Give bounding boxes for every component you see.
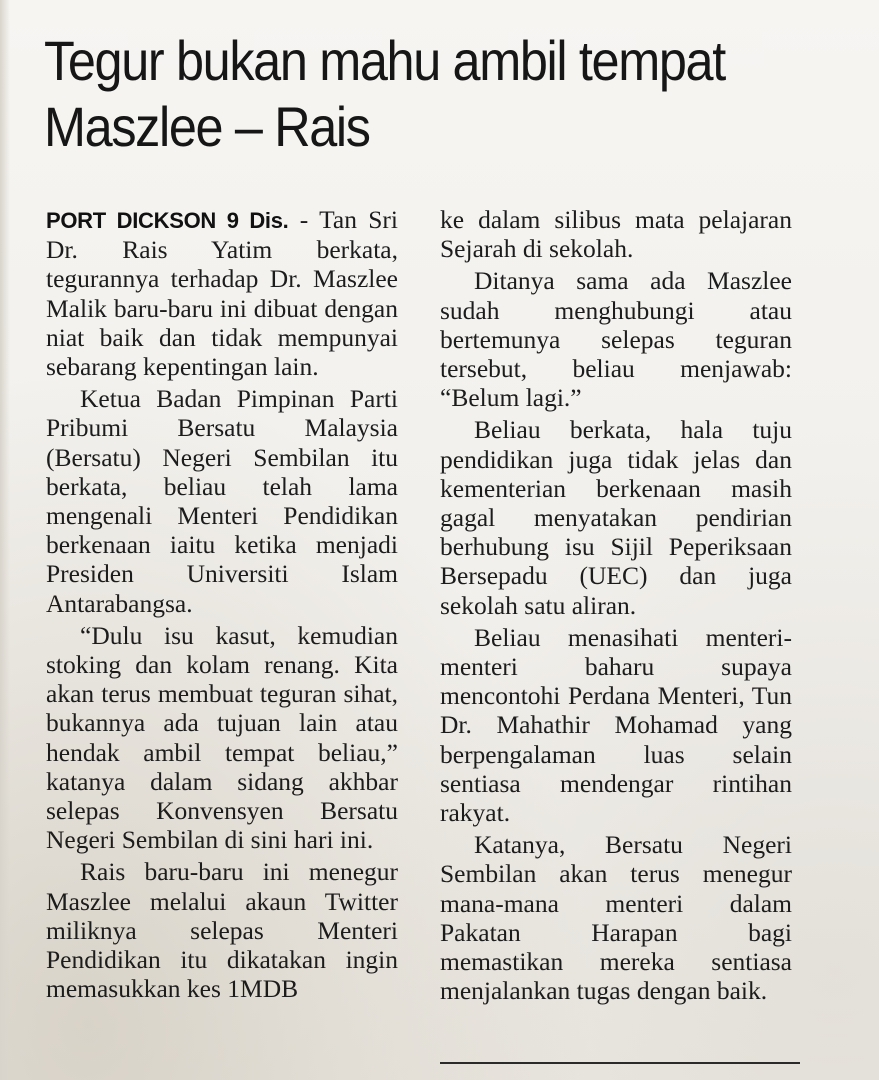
- article-paragraph: Ketua Badan Pimpinan Parti Pribumi Bersatu Malaysia (Bersatu) Negeri Sembilan itu berkata, beliau telah lama mengenali Menteri Pendidikan berkenaan iaitu ketika menjadi Presiden Universiti Islam Antarabangsa.: [46, 384, 398, 618]
- article-paragraph: Beliau berkata, hala tuju pendidikan juga tidak jelas dan kementerian berkenaan masih gagal menyatakan pendirian berhubung isu Sijil Peperiksaan Bersepadu (UEC) dan juga sekolah satu aliran.: [440, 415, 792, 620]
- article-column-right: [440, 205, 792, 1005]
- paper-edge-shadow: [0, 0, 10, 1080]
- article-paragraph: “Dulu isu kasut, kemudian stoking dan kolam renang. Kita akan terus membuat teguran sihat, bukannya ada tujuan lain atau hendak ambil tempat beliau,” katanya dalam sidang akhbar selepas Konvensyen Bersatu Negeri Sembilan di sini hari ini.: [46, 620, 398, 855]
- article-dateline: PORT DICKSON 9 Dis.: [46, 208, 289, 233]
- article-paragraph: Katanya, Bersatu Negeri Sembilan akan terus menegur mana-mana menteri dalam Pakatan Harapan bagi memastikan mereka sentiasa menjalankan tugas dengan baik.: [440, 830, 792, 1006]
- article-paragraph: [46, 205, 398, 381]
- article-paragraph: ke dalam silibus mata pelajaran Sejarah di sekolah.: [440, 205, 792, 264]
- column-end-rule: [440, 1062, 800, 1064]
- article-column-left: [46, 205, 398, 1003]
- article-paragraph: Beliau menasihati menteri-menteri baharu supaya mencontohi Perdana Menteri, Tun Dr. Mahathir Mohamad yang berpengalaman luas selain sentiasa mendengar rintihan rakyat.: [440, 622, 792, 828]
- article-paragraph-text: - Tan Sri Dr. Rais Yatim berkata, tegurannya terhadap Dr. Maszlee Malik baru-baru ini dibuat dengan niat baik dan tidak mempunyai sebarang kepentingan lain.: [46, 205, 398, 382]
- article-paragraph: Rais baru-baru ini menegur Maszlee melalui akaun Twitter miliknya selepas Menteri Pendidikan itu dikatakan ingin memasukkan kes 1MDB: [46, 857, 398, 1004]
- article-paragraph: Ditanya sama ada Maszlee sudah menghubungi atau bertemunya selepas teguran tersebut, beliau menjawab: “Belum lagi.”: [440, 266, 792, 413]
- article-headline: Tegur bukan mahu ambil tempat Maszlee – Rais: [44, 29, 725, 158]
